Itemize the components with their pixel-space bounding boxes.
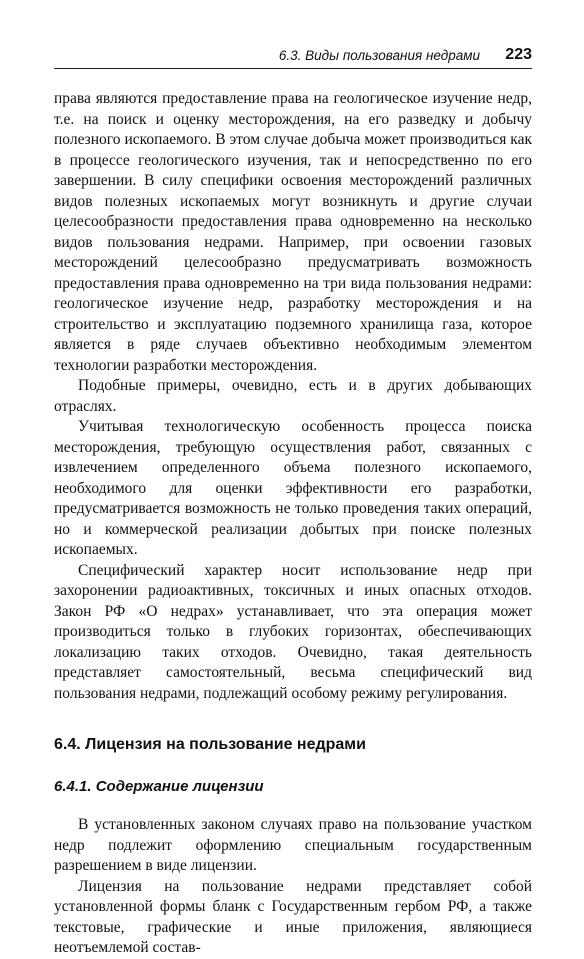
- paragraph-license-definition: Лицензия на пользование недрами представляет собой установленной формы бланк с Государственным гербом РФ, а также текстовые, графические и иные приложения, являющиеся неотъемлемой состав-: [54, 877, 532, 956]
- paragraph-mining-examples: Подобные примеры, очевидно, есть и в других добывающих отраслях.: [54, 377, 532, 415]
- running-title: 6.3. Виды пользования недрами: [278, 48, 480, 63]
- page-content: [54, 89, 532, 959]
- section-heading: 6.4. Лицензия на пользование недрами: [54, 736, 366, 753]
- paragraph-license-required: В установленных законом случаях право на пользование участком недр подлежит оформлению специальным государственным разрешением в виде лицензии.: [54, 816, 532, 874]
- page-number: 223: [505, 46, 532, 63]
- paragraph-continuation: права являются предоставление права на геологическое изучение недр, т.е. на поиск и оценку месторождения, на его разведку и добычу полезного ископаемого. В этом случае добыча может производиться как в процессе геологического изучения, так и непосредственно по его завершении. В силу специфики освоения месторождений различных видов полезных ископаемых могут возникнуть и другие случаи целесообразности предоставления права одновременно на несколько видов пользования недрами. Например, при освоении газовых месторождений целесообразно предусматривать возможность предоставления права одновременно на три вида пользования недрами: геологическое изучение недр, разработку месторождения и на строительство и эксплуатацию подземного хранилища газа, которое является в ряде случаев объективно необходимым элементом технологии разработки месторождения.: [54, 90, 532, 374]
- paragraph-waste-disposal: Специфический характер носит использование недр при захоронении радиоактивных, токсичных и иных опасных отходов. Закон РФ «О недрах» устанавливает, что эта операция может производиться только в глубоких горизонтах, обеспечивающих локализацию таких отходов. Очевидно, такая деятельность представляет самостоятельный, весьма специфический вид пользования недрами, подлежащий особому режиму регулирования.: [54, 561, 532, 702]
- running-header: [54, 46, 532, 69]
- paragraph-exploration-feature: Учитывая технологическую особенность процесса поиска месторождения, требующую осуществления работ, связанных с извлечением определенного объема полезного ископаемого, необходимого для оценки эффективности его разработки, предусматривается возможность не только проведения таких операций, но и коммерческой реализации добытых при поиске полезных ископаемых.: [54, 418, 532, 558]
- subsection-heading: 6.4.1. Содержание лицензии: [54, 778, 264, 795]
